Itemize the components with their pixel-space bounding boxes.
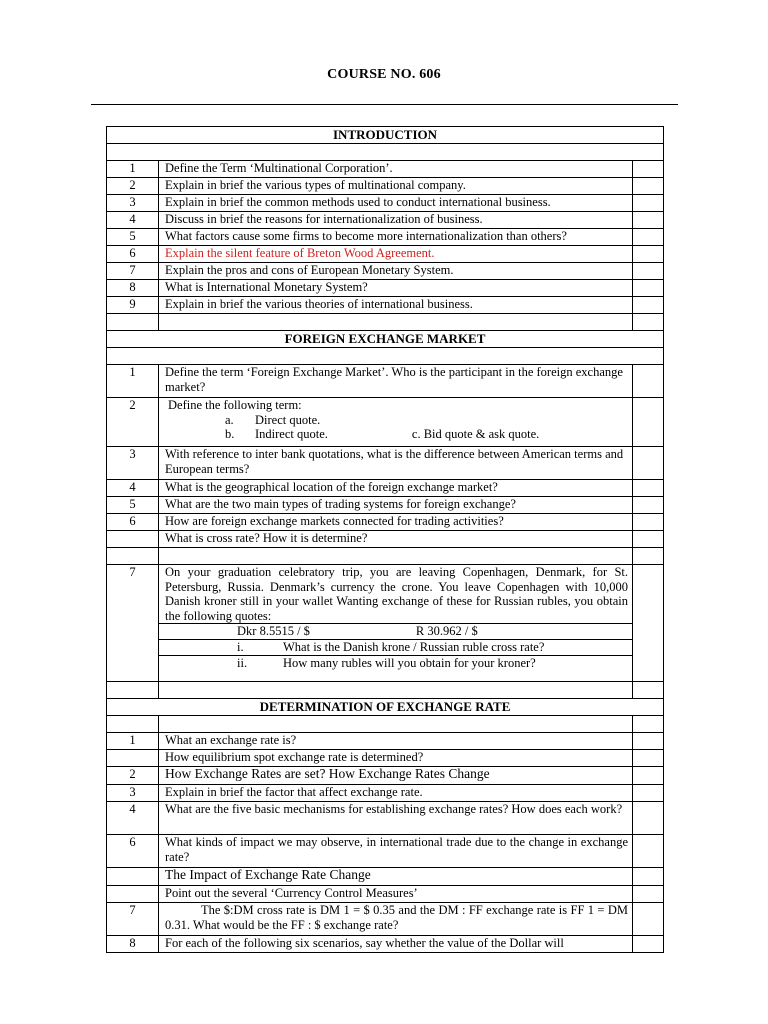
question-text: Explain the pros and cons of European Monetary System. — [159, 263, 633, 280]
question-text: Define the term ‘Foreign Exchange Market’. Who is the participant in the foreign exchange market? — [159, 365, 633, 398]
blank-row — [107, 144, 664, 161]
question-number: 4 — [107, 212, 159, 229]
title-divider — [91, 104, 678, 105]
table-row — [107, 263, 664, 280]
question-number: 4 — [107, 802, 159, 835]
table-row — [107, 903, 664, 936]
blank-row — [107, 348, 664, 365]
question-text: The Impact of Exchange Rate Change — [159, 868, 633, 886]
table-row — [107, 212, 664, 229]
marks-cell — [633, 565, 664, 682]
question-number: 3 — [107, 447, 159, 480]
marks-cell — [633, 263, 664, 280]
question-number: 7 — [107, 263, 159, 280]
question-intro: Define the following term: — [168, 398, 302, 412]
question-number: 2 — [107, 398, 159, 447]
question-number — [107, 868, 159, 886]
table-row — [107, 161, 664, 178]
table-row — [107, 750, 664, 767]
marks-cell — [633, 447, 664, 480]
question-number: 7 — [107, 565, 159, 682]
question-text: What an exchange rate is? — [159, 733, 633, 750]
section-header-row — [107, 331, 664, 348]
question-text: Explain in brief the various theories of international business. — [159, 297, 633, 314]
table-row — [107, 514, 664, 531]
course-title: COURSE NO. 606 — [327, 67, 441, 82]
question-number: 2 — [107, 178, 159, 195]
question-number — [107, 750, 159, 767]
section-heading-introduction: INTRODUCTION — [107, 127, 664, 144]
table-row — [107, 835, 664, 868]
question-text-highlighted: Explain the silent feature of Breton Wood Agreement. — [159, 246, 633, 263]
question-number: 8 — [107, 936, 159, 953]
blank-row — [107, 716, 664, 733]
marks-cell — [633, 936, 664, 953]
question-text: Explain in brief the various types of multinational company. — [159, 178, 633, 195]
table-row — [107, 733, 664, 750]
question-number: 1 — [107, 365, 159, 398]
question-number: 6 — [107, 514, 159, 531]
question-text: Define the Term ‘Multinational Corporation’. — [159, 161, 633, 178]
table-row — [107, 365, 664, 398]
table-row — [107, 802, 664, 835]
table-row — [107, 936, 664, 953]
question-text: What is the geographical location of the foreign exchange market? — [159, 480, 633, 497]
sub-item: ii. How many rubles will you obtain for your kroner? — [159, 655, 632, 671]
question-number: 1 — [107, 161, 159, 178]
section-header-row — [107, 127, 664, 144]
table-row — [107, 565, 664, 682]
table-row — [107, 480, 664, 497]
question-text: With reference to inter bank quotations, what is the difference between American terms and European terms? — [159, 447, 633, 480]
question-text: Explain in brief the common methods used to conduct international business. — [159, 195, 633, 212]
section-heading-foreign-exchange: FOREIGN EXCHANGE MARKET — [107, 331, 664, 348]
marks-cell — [633, 514, 664, 531]
marks-cell — [633, 903, 664, 936]
section-heading-determination: DETERMINATION OF EXCHANGE RATE — [107, 699, 664, 716]
question-text: What is cross rate? How it is determine? — [159, 531, 633, 548]
marks-cell — [633, 229, 664, 246]
marks-cell — [633, 280, 664, 297]
marks-cell — [633, 161, 664, 178]
question-number — [107, 531, 159, 548]
table-row — [107, 398, 664, 447]
blank-row — [107, 314, 664, 331]
marks-cell — [633, 733, 664, 750]
marks-cell — [633, 178, 664, 195]
table-row — [107, 229, 664, 246]
question-text: How Exchange Rates are set? How Exchange Rates Change — [159, 767, 633, 785]
marks-cell — [633, 750, 664, 767]
question-text: What is International Monetary System? — [159, 280, 633, 297]
question-text: Explain in brief the factor that affect exchange rate. — [159, 785, 633, 802]
marks-cell — [633, 531, 664, 548]
table-row — [107, 868, 664, 886]
blank-row — [107, 682, 664, 699]
blank-row — [107, 548, 664, 565]
question-text: What kinds of impact we may observe, in international trade due to the change in exchange rate? — [159, 835, 633, 868]
question-number: 9 — [107, 297, 159, 314]
marks-cell — [633, 868, 664, 886]
question-text: Discuss in brief the reasons for internationalization of business. — [159, 212, 633, 229]
question-number: 7 — [107, 903, 159, 936]
question-number: 8 — [107, 280, 159, 297]
question-text: How are foreign exchange markets connected for trading activities? — [159, 514, 633, 531]
marks-cell — [633, 886, 664, 903]
question-number: 5 — [107, 229, 159, 246]
question-text: What are the five basic mechanisms for establishing exchange rates? How does each work? — [159, 802, 633, 835]
marks-cell — [633, 785, 664, 802]
question-number: 6 — [107, 246, 159, 263]
table-row — [107, 886, 664, 903]
sub-item: i. What is the Danish krone / Russian ruble cross rate? — [159, 639, 632, 655]
marks-cell — [633, 767, 664, 785]
marks-cell — [633, 398, 664, 447]
question-text: How equilibrium spot exchange rate is determined? — [159, 750, 633, 767]
table-row — [107, 447, 664, 480]
marks-cell — [633, 212, 664, 229]
marks-cell — [633, 297, 664, 314]
marks-cell — [633, 497, 664, 514]
marks-cell — [633, 195, 664, 212]
question-table — [106, 126, 664, 953]
question-text: On your graduation celebratory trip, you are leaving Copenhagen, Denmark, for St. Petersburg, Russia. Denmark’s currency the crone. You leave Copenhagen with 10,000 Danish kroner still in your wallet Wanting exchange of these for Russian rubles, you obtain the following quotes: Dkr 8.5515 / $ R 30.962 / $ i. What is the Danish krone / Russian ruble cross rate? ii. How many rubles will you obtain for your kroner? — [159, 565, 633, 682]
question-text: What are the two main types of trading systems for foreign exchange? — [159, 497, 633, 514]
table-row — [107, 785, 664, 802]
question-number: 5 — [107, 497, 159, 514]
question-number: 3 — [107, 195, 159, 212]
table-row — [107, 195, 664, 212]
question-number: 2 — [107, 767, 159, 785]
question-text: What factors cause some firms to become more internationalization than others? — [159, 229, 633, 246]
question-number: 1 — [107, 733, 159, 750]
table-row — [107, 531, 664, 548]
quote-line: Dkr 8.5515 / $ R 30.962 / $ — [159, 623, 632, 639]
table-row — [107, 497, 664, 514]
marks-cell — [633, 365, 664, 398]
question-number: 4 — [107, 480, 159, 497]
marks-cell — [633, 480, 664, 497]
section-header-row — [107, 699, 664, 716]
table-row — [107, 297, 664, 314]
table-row — [107, 280, 664, 297]
question-text: The $:DM cross rate is DM 1 = $ 0.35 and the DM : FF exchange rate is FF 1 = DM 0.31. What would be the FF : $ exchange rate? — [159, 903, 633, 936]
table-row — [107, 767, 664, 785]
marks-cell — [633, 246, 664, 263]
marks-cell — [633, 835, 664, 868]
question-text: For each of the following six scenarios, say whether the value of the Dollar will — [159, 936, 633, 953]
question-text — [159, 398, 633, 447]
question-number: 6 — [107, 835, 159, 868]
marks-cell — [633, 802, 664, 835]
question-text: Point out the several ‘Currency Control Measures’ — [159, 886, 633, 903]
question-number — [107, 886, 159, 903]
question-number: 3 — [107, 785, 159, 802]
sub-item: a. Direct quote. — [225, 412, 321, 427]
table-row — [107, 246, 664, 263]
table-row — [107, 178, 664, 195]
sub-item: b. Indirect quote. c. Bid quote & ask quote. — [225, 427, 540, 441]
